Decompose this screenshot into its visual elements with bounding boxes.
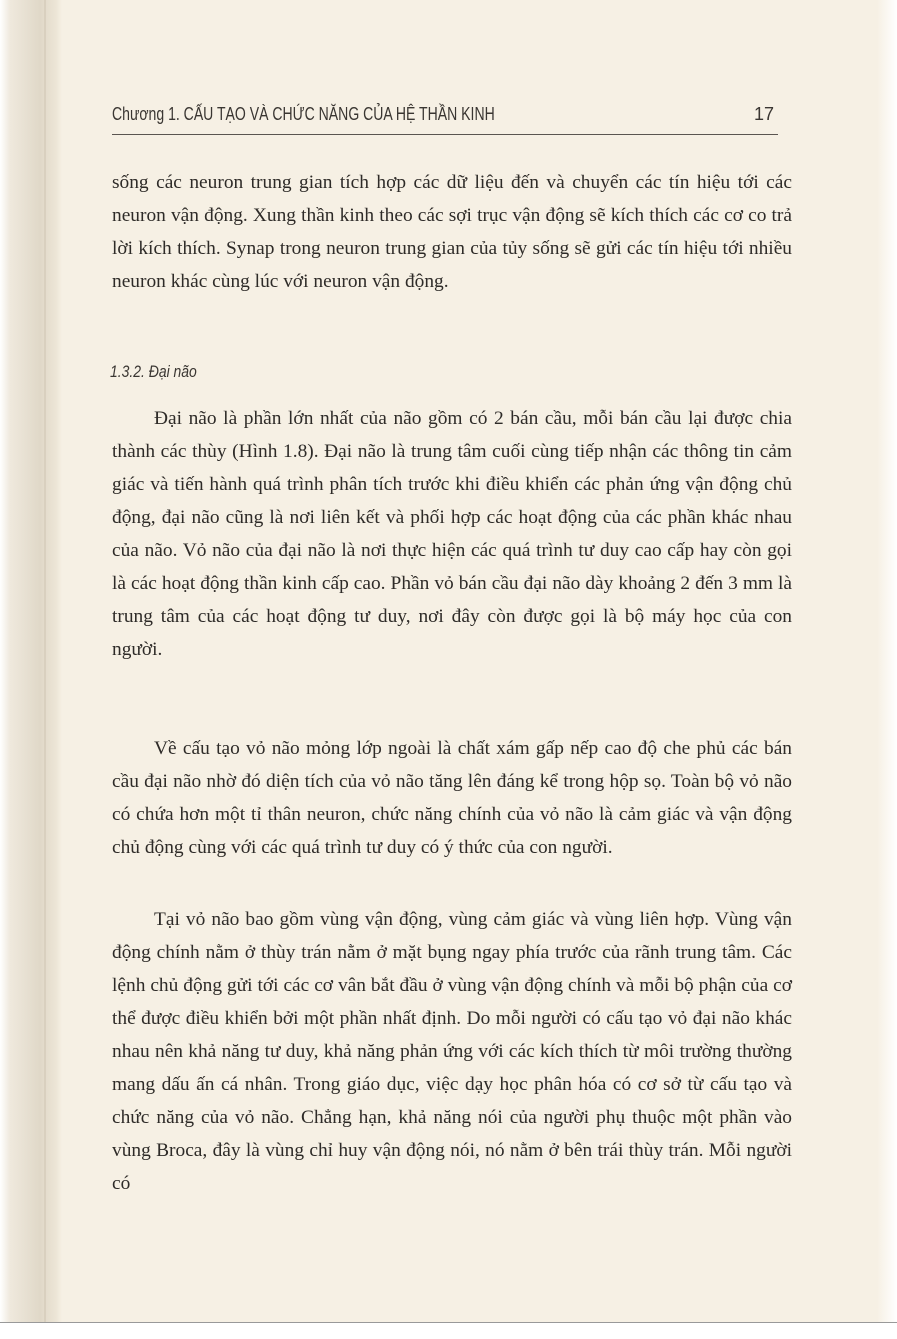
scan-bottom-border	[0, 1322, 897, 1339]
section-heading: 1.3.2. Đại não	[110, 362, 197, 381]
page-binding-fold	[44, 0, 46, 1339]
running-header	[112, 100, 778, 135]
paragraph-4: Tại vỏ não bao gồm vùng vận động, vùng cảm giác và vùng liên hợp. Vùng vận động chính nằm ở thùy trán nằm ở mặt bụng ngay phía trước của rãnh trung tâm. Các lệnh chủ động gửi tới các cơ vân bắt đầu ở vùng vận động chính và mỗi bộ phận của cơ thể được điều khiển bởi một phần nhất định. Do mỗi người có cấu tạo vỏ đại não khác nhau nên khả năng tư duy, khả năng phản ứng với các kích thích từ môi trường thường mang dấu ấn cá nhân. Trong giáo dục, việc dạy học phân hóa có cơ sở từ cấu tạo và chức năng của vỏ não. Chẳng hạn, khả năng nói của người phụ thuộc một phần vào vùng Broca, đây là vùng chỉ huy vận động nói, nó nằm ở bên trái thùy trán. Mỗi người có	[112, 909, 792, 1194]
page-number: 17	[753, 104, 774, 124]
paragraph-3: Về cấu tạo vỏ não mỏng lớp ngoài là chất xám gấp nếp cao độ che phủ các bán cầu đại não nhờ đó diện tích của vỏ não tăng lên đáng kể trong hộp sọ. Toàn bộ vỏ não có chứa hơn một tỉ thân neuron, chức năng chính của vỏ não là cảm giác và vận động chủ động cùng với các quá trình tư duy có ý thức của con người.	[112, 738, 792, 858]
paragraph-1: sống các neuron trung gian tích hợp các dữ liệu đến và chuyển các tín hiệu tới các neuron vận động. Xung thần kinh theo các sợi trục vận động sẽ kích thích các cơ co trả lời kích thích. Synap trong neuron trung gian của tủy sống sẽ gửi các tín hiệu tới nhiều neuron khác cùng lúc với neuron vận động.	[112, 172, 792, 292]
running-title: Chương 1. CẤU TẠO VÀ CHỨC NĂNG CỦA HỆ THẦN KINH	[112, 104, 495, 124]
paragraph-2: Đại não là phần lớn nhất của não gồm có 2 bán cầu, mỗi bán cầu lại được chia thành các thùy (Hình 1.8). Đại não là trung tâm cuối cùng tiếp nhận các thông tin cảm giác và tiến hành quá trình phân tích trước khi điều khiển các phản ứng vận động chủ động, đại não cũng là nơi liên kết và phối hợp các hoạt động của các phần khác nhau của não. Vỏ não của đại não là nơi thực hiện các quá trình tư duy cao cấp hay còn gọi là các hoạt động thần kinh cấp cao. Phần vỏ bán cầu đại não dày khoảng 2 đến 3 mm là trung tâm của các hoạt động tư duy, nơi đây còn được gọi là bộ máy học của con người.	[112, 408, 792, 660]
page-right-edge	[877, 0, 897, 1339]
page-binding-shadow	[0, 0, 62, 1339]
